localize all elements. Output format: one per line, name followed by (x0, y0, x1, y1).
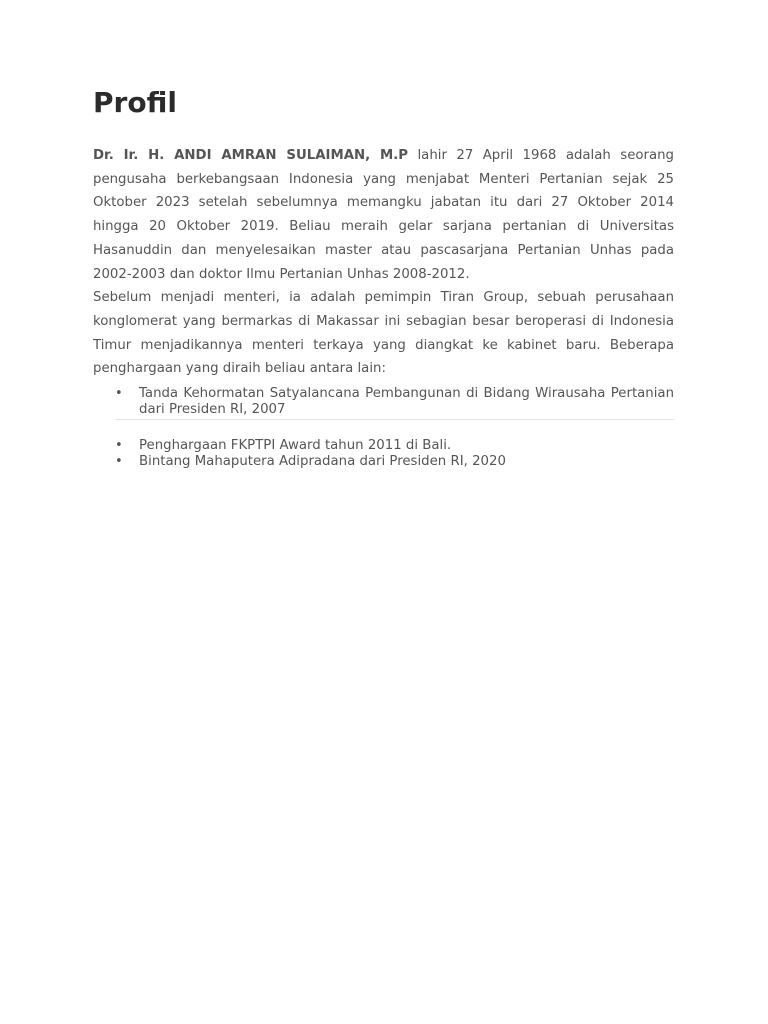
award-text: Penghargaan FKPTPI Award tahun 2011 di Bali. (139, 438, 452, 454)
divider (116, 419, 674, 420)
list-item (93, 386, 674, 417)
person-name: Dr. Ir. H. ANDI AMRAN SULAIMAN, M.P (93, 148, 409, 163)
bullet-icon: • (115, 438, 123, 454)
document-page (93, 84, 674, 469)
career-paragraph: Sebelum menjadi menteri, ia adalah pemimpin Tiran Group, sebuah perusahaan konglomerat yang bermarkas di Makassar ini sebagian besar beroperasi di Indonesia Timur menjadikannya menteri terkaya yang diangkat ke kabinet baru. Beberapa penghargaan yang diraih beliau antara lain: (93, 290, 674, 377)
awards-list (93, 386, 674, 469)
list-item (93, 454, 674, 470)
bullet-icon: • (115, 453, 123, 469)
bullet-icon: • (115, 386, 123, 402)
page-title: Profil (93, 86, 177, 119)
award-text: Bintang Mahaputera Adipradana dari Presiden RI, 2020 (139, 453, 506, 469)
intro-text: lahir 27 April 1968 adalah seorang pengusaha berkebangsaan Indonesia yang menjabat Menteri Pertanian sejak 25 Oktober 2023 setelah sebelumnya memangku jabatan itu dari 27 Oktober 2014 hingga 20 Oktober 2019. Beliau meraih gelar sarjana pertanian di Universitas Hasanuddin dan menyelesaikan master atau pascasarjana Pertanian Unhas pada 2002-2003 dan doktor Ilmu Pertanian Unhas 2008-2012. (93, 148, 674, 282)
list-item (93, 438, 674, 454)
award-text: Tanda Kehormatan Satyalancana Pembangunan di Bidang Wirausaha Pertanian dari Presiden RI, 2007 (139, 386, 674, 417)
intro-paragraph (93, 144, 674, 286)
